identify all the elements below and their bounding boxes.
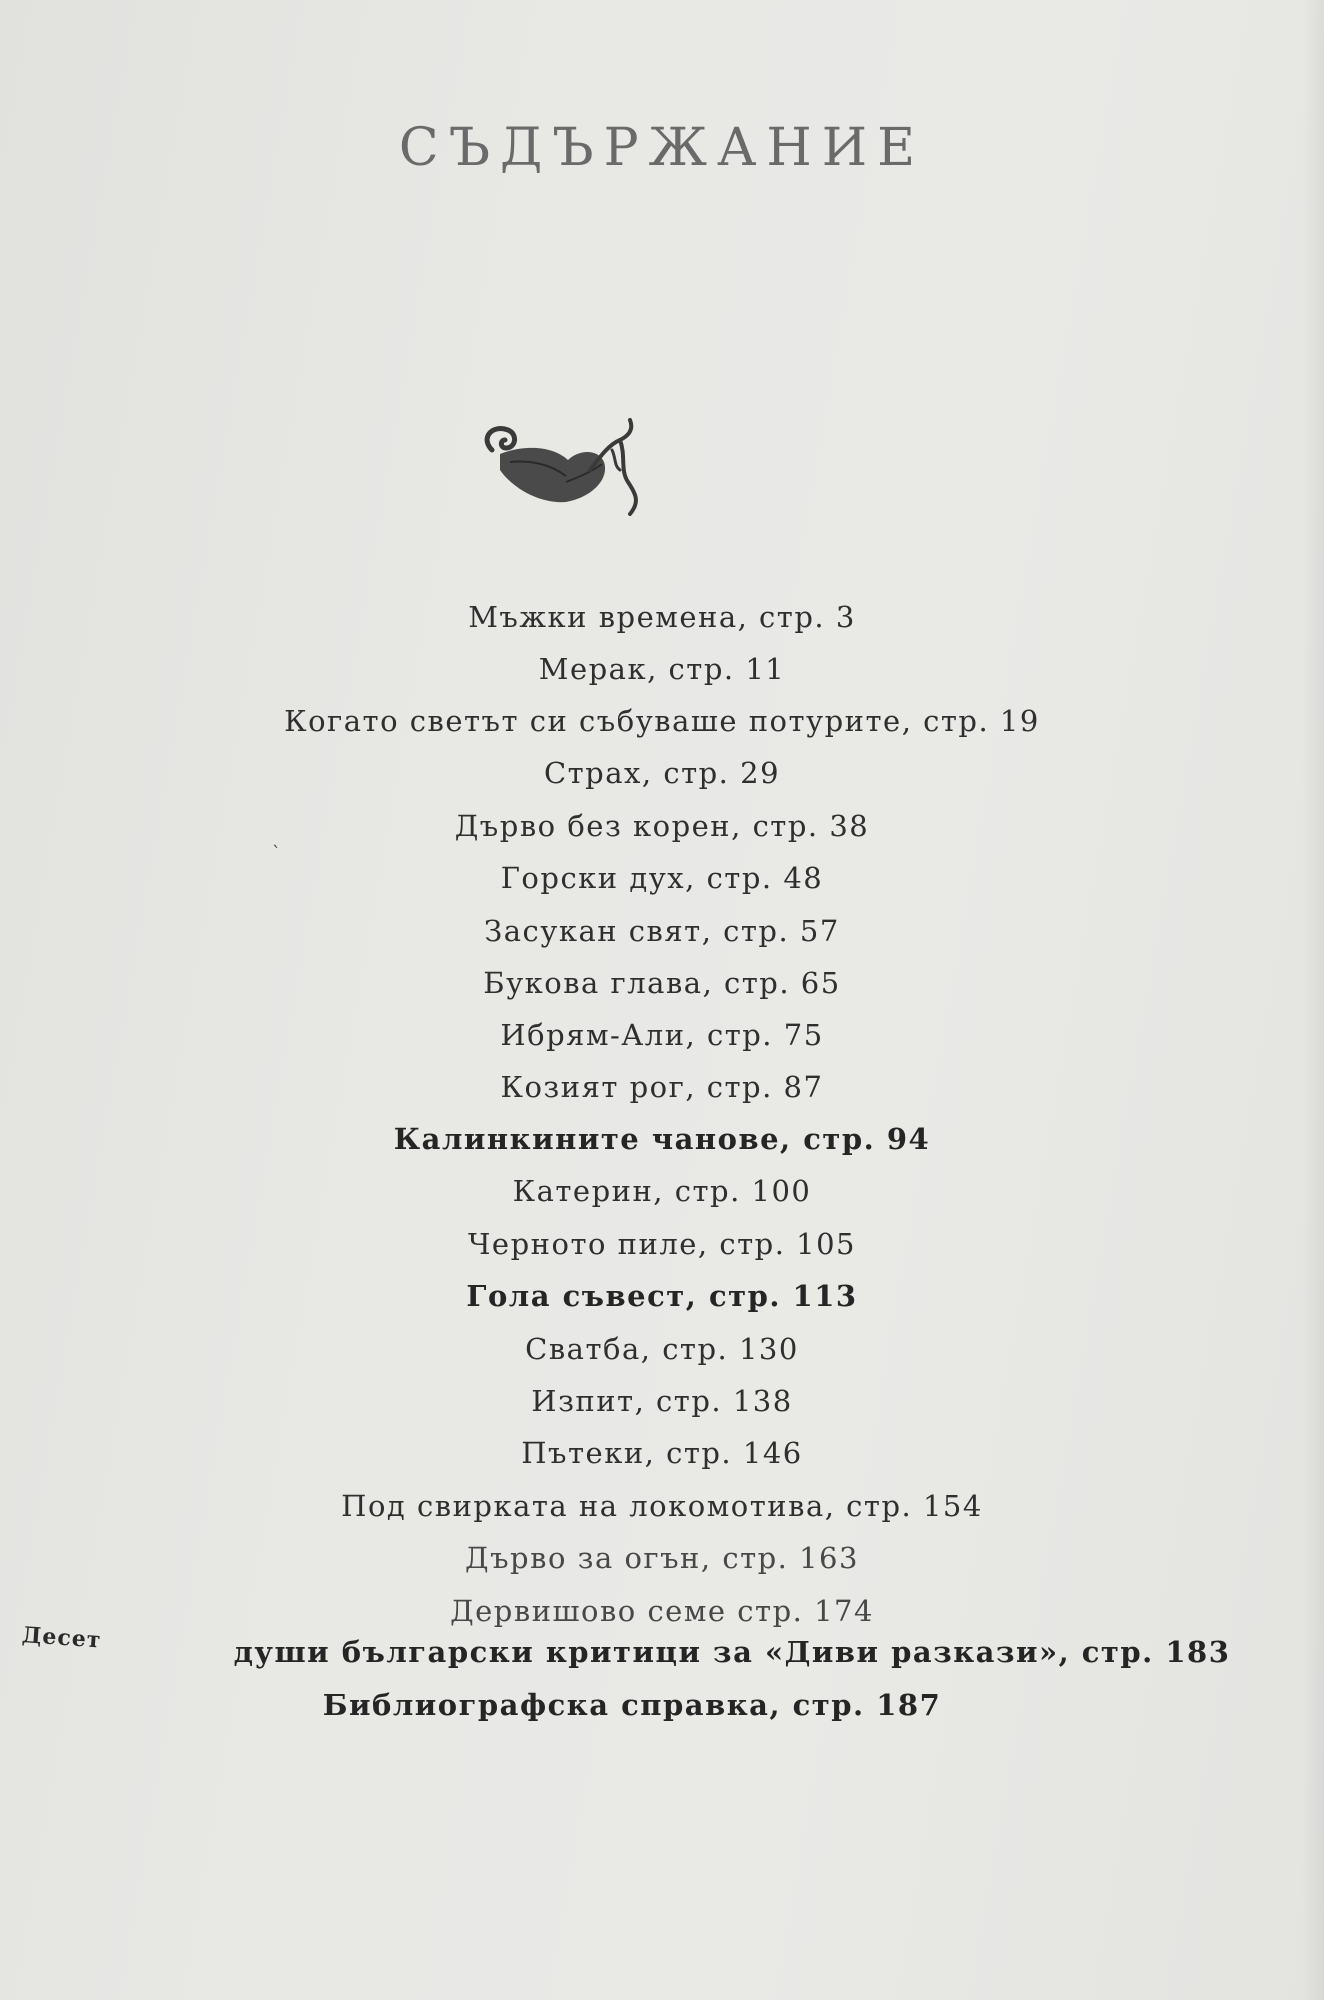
toc-entry: Мерак, стр. 11 bbox=[538, 652, 786, 686]
toc-entry: Засукан свят, стр. 57 bbox=[484, 914, 840, 948]
page-title: СЪДЪРЖАНИЕ bbox=[398, 118, 926, 178]
toc-entry: Страх, стр. 29 bbox=[543, 756, 781, 790]
vine-leaf-ornament-icon bbox=[470, 410, 650, 520]
toc-entry: Гола съвест, стр. 113 bbox=[466, 1279, 858, 1313]
toc-entry: Сватба, стр. 130 bbox=[525, 1332, 799, 1366]
toc-entry: Дърво без корен, стр. 38 bbox=[454, 809, 870, 843]
toc-entry: Когато светът си събуваше потурите, стр. 19 bbox=[284, 704, 1040, 738]
toc-entry: души български критици за «Диви разкази», стр. 183 bbox=[233, 1635, 1231, 1669]
toc-entry: Козият рог, стр. 87 bbox=[500, 1070, 824, 1104]
toc-entry: Библиографска справка, стр. 187 bbox=[322, 1688, 942, 1722]
toc-entry: Букова глава, стр. 65 bbox=[483, 966, 841, 1000]
toc-entry: Изпит, стр. 138 bbox=[531, 1384, 793, 1418]
toc-entry: Ибрям-Али, стр. 75 bbox=[500, 1018, 824, 1052]
toc-entry: Дервишово семе стр. 174 bbox=[450, 1594, 874, 1628]
margin-word: Десет bbox=[21, 1622, 103, 1654]
toc-entry: Пътеки, стр. 146 bbox=[521, 1436, 803, 1470]
toc-entry: Катерин, стр. 100 bbox=[512, 1174, 812, 1208]
toc-entry: Дърво за огън, стр. 163 bbox=[465, 1541, 859, 1575]
toc-entry: Горски дух, стр. 48 bbox=[500, 861, 824, 895]
toc-entry: Черното пиле, стр. 105 bbox=[468, 1227, 856, 1261]
toc-entry: Под свирката на локомотива, стр. 154 bbox=[341, 1489, 983, 1523]
toc-entry: Мъжки времена, стр. 3 bbox=[468, 600, 856, 634]
stray-print-mark: ` bbox=[272, 843, 281, 864]
toc-entry: Калинкините чанове, стр. 94 bbox=[393, 1122, 931, 1156]
